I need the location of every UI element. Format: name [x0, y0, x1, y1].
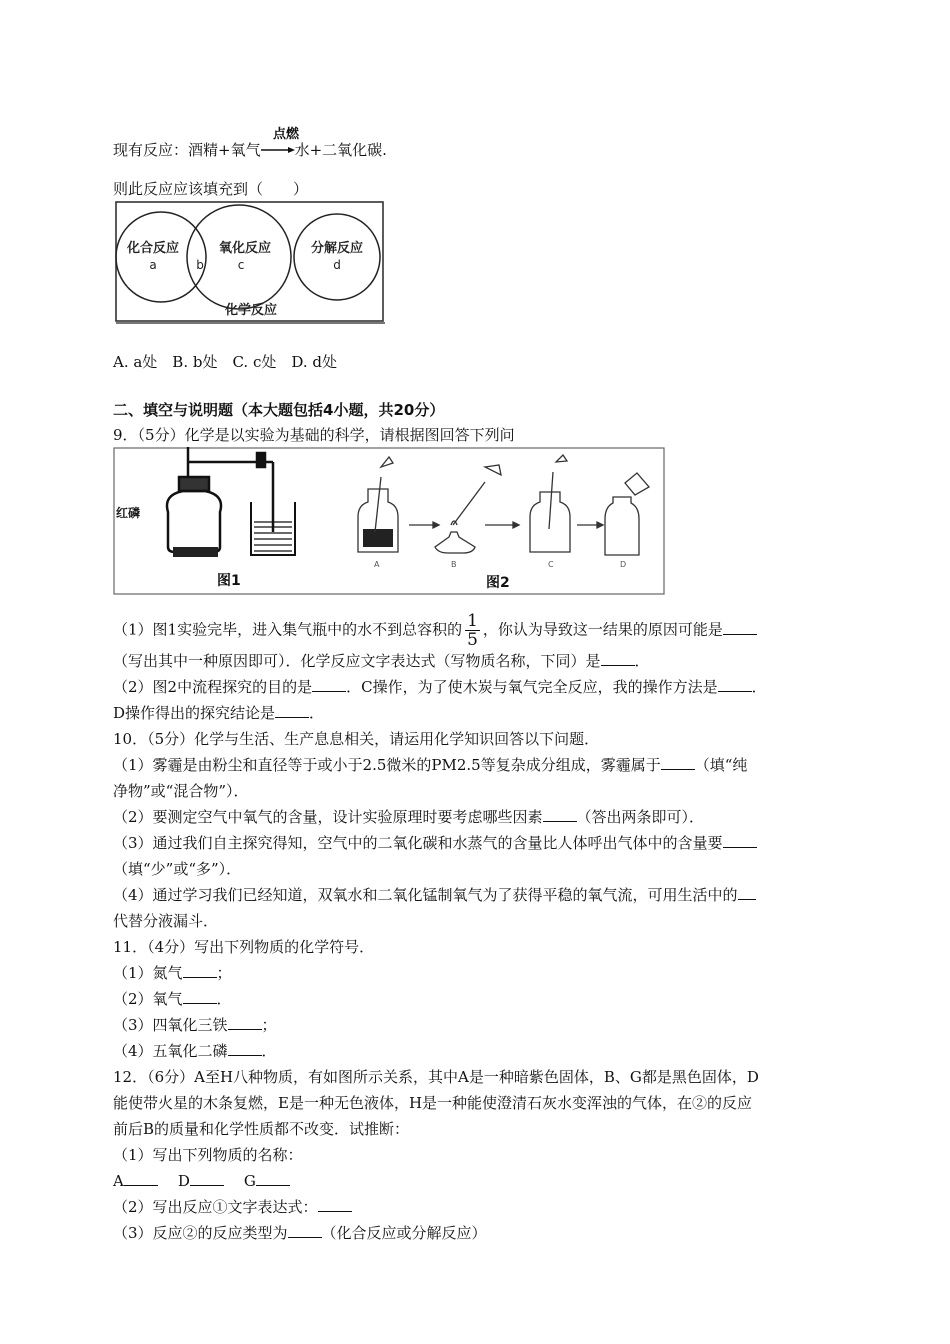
q12-p3-text-b: （化合反应或分解反应） — [321, 1224, 487, 1242]
reaction-condition: 点燃 — [273, 127, 300, 142]
q11-item — [113, 963, 232, 983]
answer-blank[interactable] — [183, 989, 217, 1004]
q10-p4-line1 — [113, 885, 756, 905]
answer-blank[interactable] — [275, 703, 309, 718]
q9-p1-text-b: ，你认为导致这一结果的原因可能是 — [482, 620, 723, 639]
q9-p2-text-a: （2）图2中流程探究的目的是 — [113, 678, 313, 696]
venn-circle1-title: 化合反应 — [126, 241, 180, 256]
venn-circle2-title: 氧化反应 — [218, 241, 272, 256]
answer-blank[interactable] — [318, 1197, 352, 1212]
reaction-prefix: 现有反应：酒精+氧气 — [113, 141, 261, 159]
q9-p1-line2 — [113, 651, 650, 671]
q11-item-end: ； — [216, 964, 232, 982]
q11-item — [113, 1015, 277, 1035]
q8-options: A. a处 B. b处 C. c处 D. d处 — [113, 353, 337, 371]
q11-item-label: （3）四氧化三铁 — [113, 1016, 228, 1034]
q12-p2 — [113, 1197, 352, 1217]
q12-p2-text: （2）写出反应①文字表达式： — [113, 1198, 318, 1216]
fraction-numerator: 1 — [467, 611, 478, 631]
answer-blank[interactable] — [124, 1171, 158, 1186]
venn-overlap-letter: b — [196, 258, 204, 272]
answer-blank[interactable] — [312, 677, 346, 692]
name-label-g: G — [243, 1172, 256, 1190]
fig2-step-d: D — [620, 560, 627, 569]
fig2-step-a: A — [374, 560, 380, 569]
q8-reaction — [113, 140, 387, 160]
q9-p2-line2 — [113, 703, 324, 723]
q11-item-end: ； — [261, 1016, 277, 1034]
q9-p1-line1 — [113, 612, 757, 649]
reaction-suffix: 水+二氧化碳. — [294, 141, 387, 159]
q10-p1-line1 — [113, 755, 747, 775]
q10-p2-text-a: （2）要测定空气中氧气的含量，设计实验原理时要考虑哪些因素 — [113, 808, 543, 826]
q9-p2-text-c: D操作得出的探究结论是 — [113, 704, 276, 722]
answer-blank[interactable] — [190, 1171, 224, 1186]
q10-p1-text-b: （填“纯 — [694, 756, 748, 774]
answer-blank[interactable] — [723, 620, 757, 635]
q9-p1-end: ． — [634, 652, 650, 670]
venn-circle2-letter: c — [237, 258, 245, 272]
fraction-denominator: 5 — [467, 630, 478, 650]
q9-p2-text-b: ．C操作，为了使木炭与氧气完全反应，我的操作方法是 — [346, 678, 718, 696]
q9-p2-end: ． — [751, 678, 767, 696]
q12-line3: 前后B的质量和化学性质都不改变．试推断： — [113, 1120, 410, 1138]
q8-ask: 则此反应应该填充到（ ） — [113, 180, 309, 198]
answer-blank[interactable] — [738, 885, 756, 900]
q12-p3-text-a: （3）反应②的反应类型为 — [113, 1224, 288, 1242]
name-label-a: A — [113, 1172, 124, 1190]
fig1-caption: 图1 — [217, 573, 241, 589]
q10-p4-text-a: （4）通过学习我们已经知道，双氧水和二氧化锰制氧气为了获得平稳的氧气流，可用生活中的 — [113, 886, 738, 904]
q12-line2: 能使带火星的木条复燃，E是一种无色液体，H是一种能使澄清石灰水变浑浊的气体，在②的反应 — [113, 1094, 753, 1112]
q12-names — [113, 1171, 290, 1191]
q11-item-end: ． — [261, 1042, 277, 1060]
q10-stem: 10．（5分）化学与生活、生产息息相关，请运用化学知识回答以下问题． — [113, 730, 600, 748]
answer-blank[interactable] — [601, 651, 635, 666]
q10-p3-line1 — [113, 833, 757, 853]
q10-p2 — [113, 807, 704, 827]
fig1-side-label: 红磷 — [116, 506, 141, 520]
q12-line1: 12．（6分）A至H八种物质，有如图所示关系，其中A是一种暗紫色固体，B、G都是黑色固体，D — [113, 1068, 759, 1086]
fig2-step-c: C — [548, 560, 554, 569]
q11-item-end: ． — [216, 990, 232, 1008]
section2-title: 二、填空与说明题（本大题包括4小题，共20分） — [113, 401, 445, 419]
q9-figure — [113, 447, 665, 595]
fraction-one-fifth — [465, 612, 480, 649]
q11-stem: 11．（4分）写出下列物质的化学符号． — [113, 938, 375, 956]
q10-p1-text-a: （1）雾霾是由粉尘和直径等于或小于2.5微米的PM2.5等复杂成分组成，雾霾属于 — [113, 756, 661, 774]
answer-blank[interactable] — [183, 963, 217, 978]
q10-p3-text-a: （3）通过我们自主探究得知，空气中的二氧化碳和水蒸气的含量比人体呼出气体中的含量要 — [113, 834, 723, 852]
venn-box-label: 化学反应 — [224, 303, 278, 318]
q10-p4-line2: 代替分液漏斗． — [113, 912, 219, 930]
venn-diagram — [113, 199, 387, 327]
venn-circle3-title: 分解反应 — [310, 241, 364, 256]
fig2-caption: 图2 — [486, 575, 510, 591]
q9-stem: 9．（5分）化学是以实验为基础的科学，请根据图回答下列问 — [113, 426, 515, 444]
q11-item-label: （2）氧气 — [113, 990, 183, 1008]
q11-item — [113, 1041, 277, 1061]
answer-blank[interactable] — [723, 833, 757, 848]
q10-p2-text-b: （答出两条即可）． — [576, 808, 705, 826]
venn-circle1-letter: a — [149, 258, 157, 272]
answer-blank[interactable] — [661, 755, 695, 770]
answer-blank[interactable] — [288, 1223, 322, 1238]
answer-blank[interactable] — [256, 1171, 290, 1186]
q11-item — [113, 989, 232, 1009]
answer-blank[interactable] — [718, 677, 752, 692]
answer-blank[interactable] — [228, 1041, 262, 1056]
answer-blank[interactable] — [543, 807, 577, 822]
q11-item-label: （1）氮气 — [113, 964, 183, 982]
q9-p2-line1 — [113, 677, 767, 697]
q9-p1-text-a: （1）图1实验完毕，进入集气瓶中的水不到总容积的 — [113, 620, 463, 639]
name-label-d: D — [177, 1172, 190, 1190]
q9-p1-text-c: （写出其中一种原因即可）．化学反应文字表达式（写物质名称，下同）是 — [113, 652, 601, 670]
q9-p2c-end: ． — [309, 704, 325, 722]
answer-blank[interactable] — [228, 1015, 262, 1030]
q12-p3 — [113, 1223, 487, 1243]
q10-p1-line2: 净物”或“混合物”）． — [113, 782, 249, 800]
fig2-step-b: B — [451, 560, 457, 569]
reaction-arrow — [261, 146, 295, 156]
q10-p3-line2: （填“少”或“多”）． — [113, 860, 242, 878]
venn-circle3-letter: d — [333, 258, 341, 272]
q11-item-label: （4）五氧化二磷 — [113, 1042, 228, 1060]
q12-p1: （1）写出下列物质的名称： — [113, 1146, 303, 1164]
